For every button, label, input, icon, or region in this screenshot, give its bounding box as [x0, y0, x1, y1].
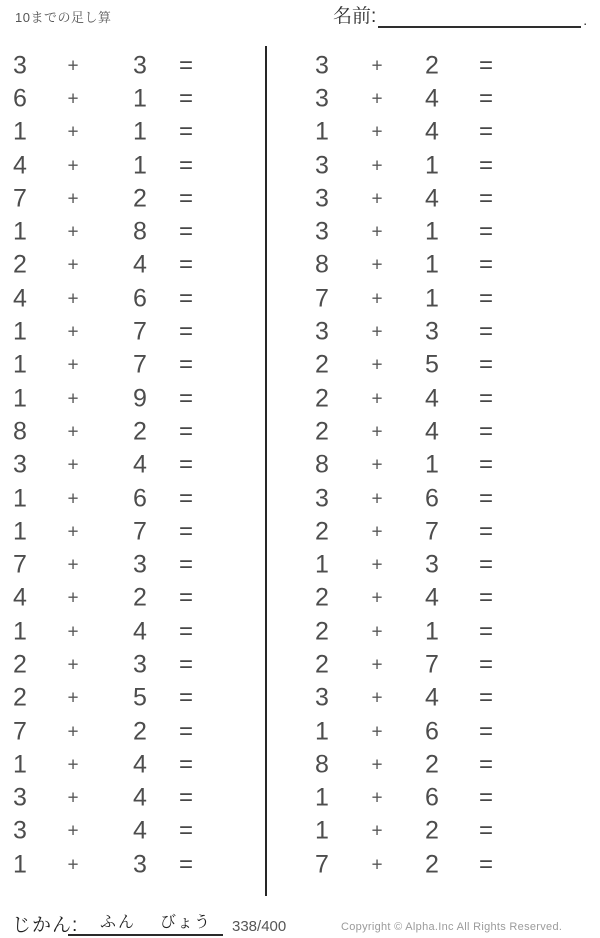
- name-label: 名前:: [333, 6, 377, 27]
- plus-operator: +: [371, 488, 383, 509]
- page-indicator: 338/400: [232, 918, 287, 935]
- equals-sign: =: [478, 451, 493, 479]
- addend-1: 2: [13, 250, 27, 279]
- problem-row: [0, 382, 266, 415]
- equals-sign: =: [478, 850, 493, 878]
- addend-2: 6: [133, 484, 147, 512]
- plus-operator: +: [67, 820, 79, 842]
- addend-1: 1: [315, 550, 329, 579]
- addend-1: 2: [315, 617, 329, 646]
- addend-1: 8: [315, 750, 329, 779]
- addend-1: 1: [315, 717, 329, 746]
- plus-operator: +: [67, 121, 79, 143]
- equals-sign: =: [478, 717, 493, 745]
- equals-sign: =: [178, 351, 193, 379]
- plus-operator: +: [371, 687, 383, 709]
- equals-sign: =: [478, 218, 493, 246]
- problem-row: [302, 182, 600, 215]
- plus-operator: +: [371, 587, 383, 609]
- problem-row: [0, 249, 266, 282]
- addend-2: 8: [133, 217, 147, 246]
- addend-1: 2: [315, 650, 329, 679]
- problem-row: [0, 715, 266, 748]
- plus-operator: +: [67, 488, 79, 509]
- equals-sign: =: [478, 650, 493, 678]
- addend-1: 7: [315, 850, 329, 879]
- equals-sign: =: [178, 318, 193, 346]
- problem-row: [302, 415, 600, 448]
- problem-row: [302, 748, 600, 781]
- addend-1: 1: [315, 117, 329, 146]
- equals-sign: =: [478, 617, 493, 645]
- problem-row: [0, 49, 266, 82]
- equals-sign: =: [178, 517, 193, 545]
- addend-1: 3: [315, 484, 329, 512]
- plus-operator: +: [67, 521, 79, 543]
- addend-2: 4: [425, 417, 439, 446]
- problem-row: [0, 315, 266, 348]
- equals-sign: =: [478, 551, 493, 579]
- equals-sign: =: [478, 251, 493, 279]
- minutes-label: ふん: [100, 914, 137, 931]
- addend-1: 7: [13, 184, 27, 213]
- addend-2: 1: [133, 117, 147, 146]
- plus-operator: +: [371, 88, 383, 110]
- plus-operator: +: [371, 654, 383, 676]
- addend-2: 1: [425, 617, 439, 646]
- problem-row: [302, 449, 600, 482]
- equals-sign: =: [178, 750, 193, 778]
- equals-sign: =: [178, 84, 193, 112]
- equals-sign: =: [178, 551, 193, 579]
- equals-sign: =: [478, 784, 493, 812]
- problem-row: [302, 582, 600, 615]
- footer: [0, 902, 600, 938]
- worksheet-title: 10までの足し算: [15, 10, 112, 25]
- addend-2: 3: [133, 51, 147, 80]
- equals-sign: =: [478, 384, 493, 412]
- problem-row: [0, 349, 266, 382]
- addend-1: 2: [315, 583, 329, 612]
- addend-1: 8: [315, 250, 329, 279]
- problem-row: [302, 615, 600, 648]
- addend-1: 4: [13, 284, 27, 313]
- addend-2: 4: [133, 783, 147, 812]
- equals-sign: =: [178, 617, 193, 645]
- problems-right: [302, 49, 600, 881]
- addend-1: 3: [315, 217, 329, 246]
- addend-2: 1: [425, 250, 439, 279]
- addend-1: 8: [13, 417, 27, 446]
- addend-1: 7: [13, 717, 27, 746]
- addend-1: 2: [13, 650, 27, 679]
- addend-1: 3: [315, 683, 329, 712]
- addend-2: 5: [133, 683, 147, 712]
- equals-sign: =: [178, 684, 193, 712]
- seconds-label: びょう: [160, 914, 212, 931]
- equals-sign: =: [478, 184, 493, 212]
- addend-1: 2: [13, 683, 27, 712]
- equals-sign: =: [478, 817, 493, 845]
- time-label: じかん:: [12, 915, 79, 936]
- problem-row: [302, 215, 600, 248]
- addend-1: 4: [13, 151, 27, 180]
- addend-2: 1: [133, 151, 147, 180]
- addend-1: 3: [13, 450, 27, 479]
- equals-sign: =: [178, 717, 193, 745]
- addend-1: 6: [13, 84, 27, 113]
- problem-row: [302, 382, 600, 415]
- problem-row: [0, 449, 266, 482]
- plus-operator: +: [371, 787, 383, 809]
- problem-row: [302, 282, 600, 315]
- problem-row: [0, 615, 266, 648]
- addend-2: 4: [425, 184, 439, 213]
- problem-row: [0, 482, 266, 515]
- equals-sign: =: [478, 684, 493, 712]
- problem-row: [0, 116, 266, 149]
- addend-2: 7: [133, 517, 147, 546]
- problem-row: [302, 49, 600, 82]
- addend-2: 3: [425, 317, 439, 346]
- addend-2: 5: [425, 350, 439, 379]
- problem-row: [0, 582, 266, 615]
- plus-operator: +: [371, 188, 383, 210]
- addend-2: 4: [425, 384, 439, 413]
- addend-2: 3: [425, 550, 439, 579]
- equals-sign: =: [478, 351, 493, 379]
- equals-sign: =: [178, 451, 193, 479]
- addend-2: 2: [133, 583, 147, 612]
- plus-operator: +: [371, 288, 383, 310]
- addend-2: 6: [133, 284, 147, 313]
- addend-1: 3: [315, 184, 329, 213]
- addend-2: 4: [133, 617, 147, 646]
- addend-2: 3: [133, 650, 147, 679]
- problem-row: [0, 815, 266, 848]
- addend-1: 1: [13, 484, 27, 512]
- equals-sign: =: [178, 784, 193, 812]
- problem-row: [0, 415, 266, 448]
- problem-row: [302, 149, 600, 182]
- addend-2: 7: [133, 350, 147, 379]
- equals-sign: =: [478, 484, 493, 512]
- equals-sign: =: [178, 218, 193, 246]
- addend-1: 3: [315, 84, 329, 113]
- addend-1: 2: [315, 384, 329, 413]
- equals-sign: =: [178, 151, 193, 179]
- addend-2: 6: [425, 783, 439, 812]
- addend-1: 4: [13, 583, 27, 612]
- equals-sign: =: [178, 584, 193, 612]
- addend-1: 1: [13, 384, 27, 413]
- addend-2: 2: [425, 850, 439, 879]
- addend-2: 2: [425, 51, 439, 80]
- problem-row: [302, 682, 600, 715]
- plus-operator: +: [371, 155, 383, 177]
- plus-operator: +: [371, 721, 383, 743]
- plus-operator: +: [67, 687, 79, 709]
- addend-1: 1: [13, 117, 27, 146]
- plus-operator: +: [371, 121, 383, 143]
- addend-2: 2: [425, 750, 439, 779]
- plus-operator: +: [371, 754, 383, 776]
- plus-operator: +: [371, 554, 383, 576]
- problem-row: [302, 116, 600, 149]
- problem-row: [302, 848, 600, 881]
- equals-sign: =: [178, 251, 193, 279]
- problem-row: [302, 715, 600, 748]
- time-blank-line: [68, 908, 223, 936]
- plus-operator: +: [67, 721, 79, 743]
- plus-operator: +: [371, 354, 383, 376]
- equals-sign: =: [478, 84, 493, 112]
- equals-sign: =: [178, 850, 193, 878]
- problem-row: [302, 782, 600, 815]
- equals-sign: =: [478, 750, 493, 778]
- addend-2: 2: [425, 816, 439, 845]
- problem-row: [302, 815, 600, 848]
- addend-2: 7: [425, 517, 439, 546]
- plus-operator: +: [67, 754, 79, 776]
- plus-operator: +: [67, 854, 79, 876]
- plus-operator: +: [67, 221, 79, 243]
- plus-operator: +: [67, 354, 79, 376]
- equals-sign: =: [178, 51, 193, 79]
- plus-operator: +: [67, 654, 79, 676]
- equals-sign: =: [178, 184, 193, 212]
- addend-1: 1: [13, 217, 27, 246]
- addend-2: 6: [425, 484, 439, 512]
- addend-2: 7: [425, 650, 439, 679]
- addend-1: 3: [13, 816, 27, 845]
- plus-operator: +: [67, 421, 79, 443]
- addend-1: 7: [13, 550, 27, 579]
- problem-row: [0, 282, 266, 315]
- problem-row: [302, 349, 600, 382]
- problem-row: [0, 215, 266, 248]
- addend-1: 2: [315, 350, 329, 379]
- addend-1: 7: [315, 284, 329, 313]
- addend-2: 2: [133, 184, 147, 213]
- plus-operator: +: [371, 321, 383, 343]
- addend-2: 4: [133, 250, 147, 279]
- addend-1: 3: [315, 151, 329, 180]
- problem-row: [0, 515, 266, 548]
- addend-2: 4: [425, 84, 439, 113]
- plus-operator: +: [67, 254, 79, 276]
- plus-operator: +: [67, 388, 79, 410]
- problem-row: [302, 482, 600, 515]
- name-blank-line: [378, 6, 581, 28]
- addend-2: 1: [425, 151, 439, 180]
- name-field: [333, 4, 587, 28]
- equals-sign: =: [178, 118, 193, 146]
- addend-2: 4: [133, 816, 147, 845]
- problem-row: [302, 249, 600, 282]
- equals-sign: =: [178, 284, 193, 312]
- equals-sign: =: [178, 384, 193, 412]
- plus-operator: +: [67, 155, 79, 177]
- problem-row: [0, 782, 266, 815]
- addend-2: 6: [425, 717, 439, 746]
- addend-1: 1: [13, 350, 27, 379]
- plus-operator: +: [67, 454, 79, 476]
- addend-2: 1: [425, 450, 439, 479]
- problem-row: [302, 548, 600, 581]
- plus-operator: +: [371, 854, 383, 876]
- equals-sign: =: [478, 417, 493, 445]
- plus-operator: +: [67, 288, 79, 310]
- problem-row: [0, 848, 266, 881]
- plus-operator: +: [371, 820, 383, 842]
- plus-operator: +: [67, 55, 79, 77]
- addend-2: 2: [133, 417, 147, 446]
- addend-2: 4: [133, 750, 147, 779]
- addend-2: 2: [133, 717, 147, 746]
- problem-row: [0, 149, 266, 182]
- problem-row: [0, 648, 266, 681]
- plus-operator: +: [371, 221, 383, 243]
- plus-operator: +: [67, 554, 79, 576]
- equals-sign: =: [478, 318, 493, 346]
- addend-2: 1: [425, 217, 439, 246]
- equals-sign: =: [478, 151, 493, 179]
- addend-1: 1: [13, 750, 27, 779]
- plus-operator: +: [67, 621, 79, 643]
- addend-1: 3: [315, 51, 329, 80]
- addend-1: 1: [13, 517, 27, 546]
- plus-operator: +: [67, 321, 79, 343]
- plus-operator: +: [67, 787, 79, 809]
- problem-row: [302, 648, 600, 681]
- problem-row: [302, 82, 600, 115]
- equals-sign: =: [178, 650, 193, 678]
- equals-sign: =: [478, 584, 493, 612]
- plus-operator: +: [67, 587, 79, 609]
- addend-1: 2: [315, 517, 329, 546]
- equals-sign: =: [478, 517, 493, 545]
- problem-row: [0, 682, 266, 715]
- addend-2: 4: [133, 450, 147, 479]
- plus-operator: +: [371, 388, 383, 410]
- copyright-text: Copyright © Alpha.Inc All Rights Reserved.: [341, 921, 563, 933]
- addend-1: 3: [13, 51, 27, 80]
- addend-1: 3: [315, 317, 329, 346]
- plus-operator: +: [371, 521, 383, 543]
- addend-1: 1: [315, 783, 329, 812]
- addend-2: 4: [425, 583, 439, 612]
- problem-row: [0, 748, 266, 781]
- addend-2: 4: [425, 683, 439, 712]
- addend-1: 1: [315, 816, 329, 845]
- plus-operator: +: [371, 454, 383, 476]
- plus-operator: +: [67, 88, 79, 110]
- addend-1: 3: [13, 783, 27, 812]
- addend-1: 1: [13, 317, 27, 346]
- addend-1: 2: [315, 417, 329, 446]
- addend-2: 7: [133, 317, 147, 346]
- addend-2: 4: [425, 117, 439, 146]
- name-line-end-mark: .: [583, 12, 588, 28]
- plus-operator: +: [371, 621, 383, 643]
- problems-left: [0, 49, 266, 881]
- equals-sign: =: [478, 51, 493, 79]
- addend-1: 8: [315, 450, 329, 479]
- plus-operator: +: [371, 421, 383, 443]
- problem-row: [302, 515, 600, 548]
- equals-sign: =: [178, 417, 193, 445]
- addend-1: 1: [13, 850, 27, 879]
- problem-row: [0, 82, 266, 115]
- equals-sign: =: [178, 817, 193, 845]
- problem-row: [0, 548, 266, 581]
- plus-operator: +: [371, 254, 383, 276]
- addend-2: 1: [133, 84, 147, 113]
- plus-operator: +: [371, 55, 383, 77]
- equals-sign: =: [478, 284, 493, 312]
- addend-2: 9: [133, 384, 147, 413]
- problem-row: [302, 315, 600, 348]
- addend-2: 3: [133, 850, 147, 879]
- equals-sign: =: [478, 118, 493, 146]
- addend-2: 1: [425, 284, 439, 313]
- plus-operator: +: [67, 188, 79, 210]
- addend-1: 1: [13, 617, 27, 646]
- problem-row: [0, 182, 266, 215]
- equals-sign: =: [178, 484, 193, 512]
- addend-2: 3: [133, 550, 147, 579]
